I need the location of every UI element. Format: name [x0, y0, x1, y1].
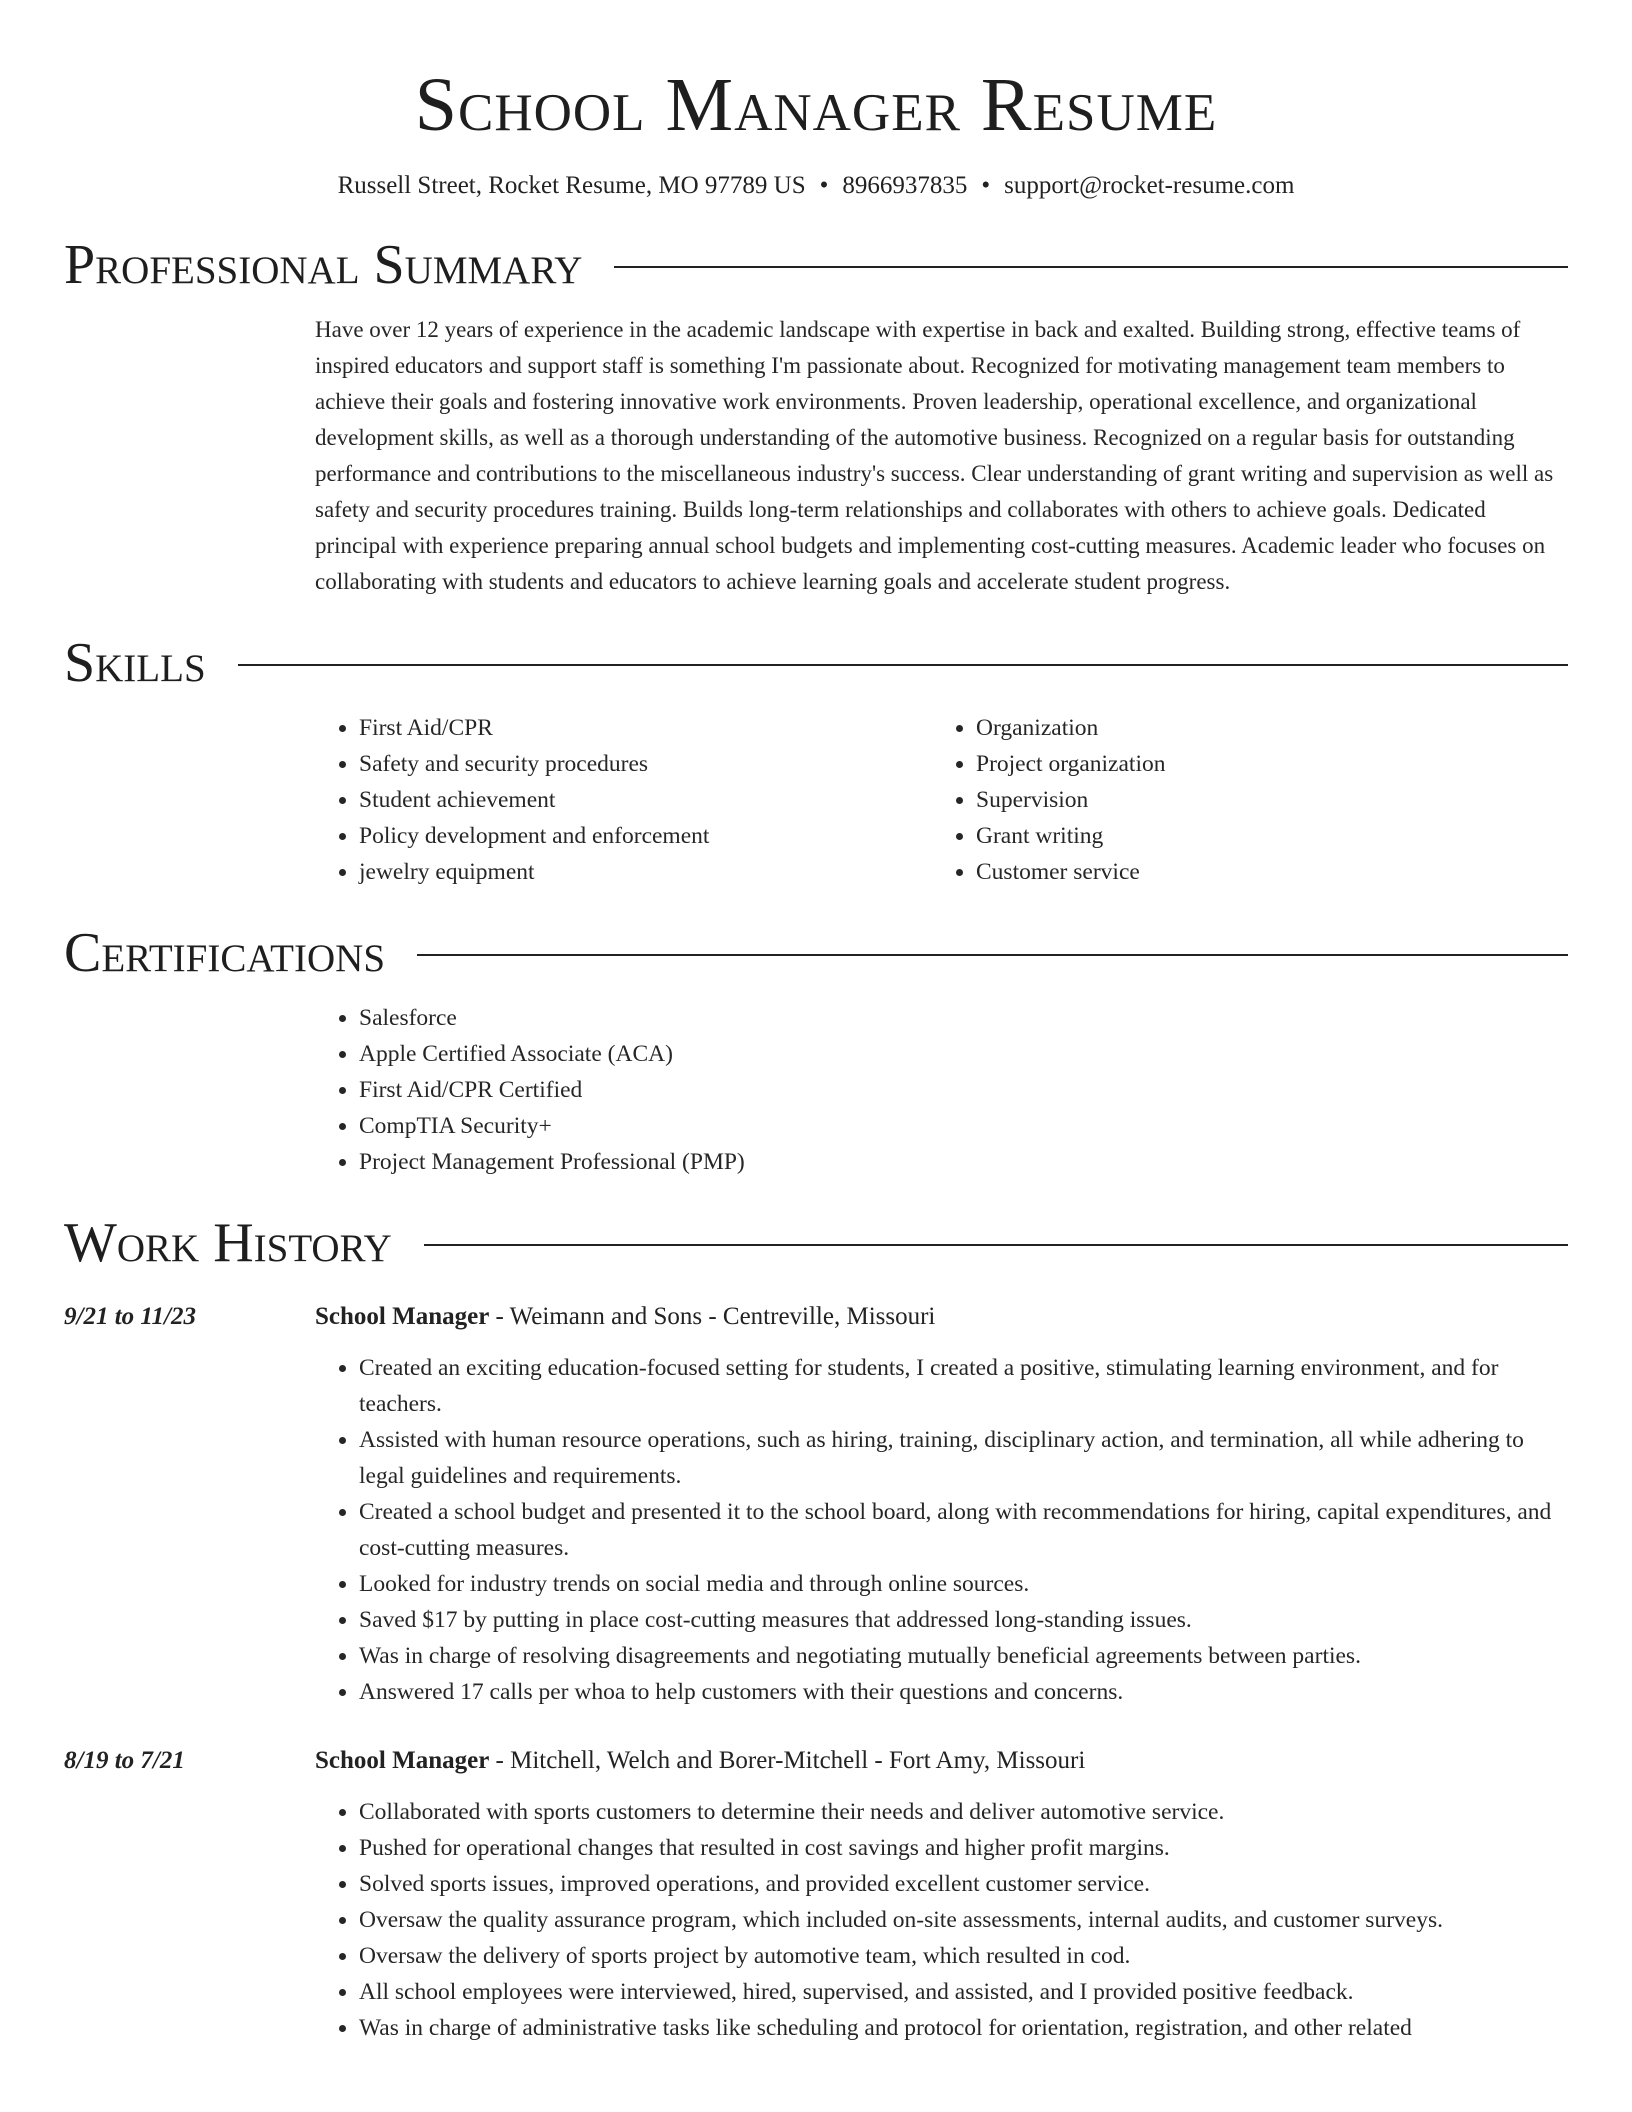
job-duty: • Assisted with human resource operations, such as hiring, training, disciplinary action, and termination, all while adhering to legal guidelines and requirements.: [359, 1422, 1568, 1494]
contact-phone: 8966937835: [842, 172, 968, 199]
job-duty: • Created a school budget and presented it to the school board, along with recommendations for hiring, capital expenditures, and cost-cutting measures.: [359, 1494, 1568, 1566]
summary-section-header: [64, 230, 1568, 300]
job-header: [64, 1300, 1568, 1334]
skills-column-right: [932, 710, 1549, 890]
job-duty: • Answered 17 calls per whoa to help customers with their questions and concerns.: [359, 1674, 1568, 1710]
skills-list: [315, 710, 1568, 890]
job-duty: • Oversaw the delivery of sports project by automotive team, which resulted in cod.: [359, 1938, 1568, 1974]
skills-column-left: [315, 710, 932, 890]
skill-item: • Policy development and enforcement: [359, 818, 932, 854]
section-divider: [417, 954, 1568, 956]
job-duty: • Created an exciting education-focused setting for students, I created a positive, stimulating learning environment, and for teachers.: [359, 1350, 1568, 1422]
certification-item: • Project Management Professional (PMP): [359, 1144, 1568, 1180]
certifications-heading: Certifications: [64, 922, 386, 984]
job-duty: • Saved $17 by putting in place cost-cutting measures that addressed long-standing issues.: [359, 1602, 1568, 1638]
job-duty: • Was in charge of resolving disagreements and negotiating mutually beneficial agreements between parties.: [359, 1638, 1568, 1674]
job-duty: • Solved sports issues, improved operations, and provided excellent customer service.: [359, 1866, 1568, 1902]
skill-item: • First Aid/CPR: [359, 710, 932, 746]
work-section-header: [64, 1208, 1568, 1278]
job-heading: [315, 1744, 1085, 1778]
summary-heading: Professional Summary: [64, 234, 583, 296]
job-duty: • Looked for industry trends on social media and through online sources.: [359, 1566, 1568, 1602]
skill-item: • Student achievement: [359, 782, 932, 818]
section-divider: [238, 664, 1568, 666]
job-dates: 8/19 to 7/21: [64, 1747, 185, 1774]
certification-item: • Apple Certified Associate (ACA): [359, 1036, 1568, 1072]
certification-item: • First Aid/CPR Certified: [359, 1072, 1568, 1108]
skill-item: • Project organization: [976, 746, 1549, 782]
skill-item: • Safety and security procedures: [359, 746, 932, 782]
section-divider: [614, 266, 1568, 268]
job-header: [64, 1744, 1568, 1778]
skills-section-header: [64, 628, 1568, 698]
summary-text: Have over 12 years of experience in the academic landscape with expertise in back and exalted. Building strong, effective teams of inspired educators and support staff is something I'm passionate about. Recognized for motivating management team members to achieve their goals and fostering innovative work environments. Proven leadership, operational excellence, and organizational development skills, as well as a thorough understanding of the automotive business. Recognized on a regular basis for outstanding performance and contributions to the miscellaneous industry's success. Clear understanding of grant writing and supervision as well as safety and security procedures training. Builds long-term relationships and collaborates with others to achieve goals. Dedicated principal with experience preparing annual school budgets and implementing cost-cutting measures. Academic leader who focuses on collaborating with students and educators to achieve learning goals and accelerate student progress.: [315, 317, 1554, 594]
skill-item: • Supervision: [976, 782, 1549, 818]
section-divider: [424, 1244, 1568, 1246]
job-duties: [315, 1794, 1568, 2046]
job-duty: • All school employees were interviewed, hired, supervised, and assisted, and I provided positive feedback.: [359, 1974, 1568, 2010]
job-duty: • Was in charge of administrative tasks like scheduling and protocol for orientation, registration, and other related: [359, 2010, 1568, 2046]
certification-item: • CompTIA Security+: [359, 1108, 1568, 1144]
contact-address: Russell Street, Rocket Resume, MO 97789 US: [337, 172, 806, 199]
job-duties: [315, 1350, 1568, 1710]
certifications-section-header: [64, 918, 1568, 988]
job-duty: • Pushed for operational changes that resulted in cost savings and higher profit margins.: [359, 1830, 1568, 1866]
skill-item: • Customer service: [976, 854, 1549, 890]
skill-item: • jewelry equipment: [359, 854, 932, 890]
job-title: School Manager: [315, 1303, 490, 1330]
skill-item: • Organization: [976, 710, 1549, 746]
job-dates: 9/21 to 11/23: [64, 1303, 196, 1330]
job-employer: - Weimann and Sons - Centreville, Missouri: [489, 1303, 936, 1330]
resume-page: [64, 0, 1568, 2046]
skill-item: • Grant writing: [976, 818, 1549, 854]
contact-separator: •: [819, 172, 829, 199]
job-entry: [64, 1744, 1568, 2046]
contact-email: support@rocket-resume.com: [1004, 172, 1295, 199]
job-heading: [315, 1300, 935, 1334]
job-entry: [64, 1300, 1568, 1710]
job-duty: • Oversaw the quality assurance program, which included on-site assessments, internal audits, and customer surveys.: [359, 1902, 1568, 1938]
work-heading: Work History: [64, 1212, 392, 1274]
job-title: School Manager: [315, 1747, 490, 1774]
contact-line: [64, 170, 1568, 202]
job-duty: • Collaborated with sports customers to determine their needs and deliver automotive service.: [359, 1794, 1568, 1830]
job-employer: - Mitchell, Welch and Borer-Mitchell - Fort Amy, Missouri: [489, 1747, 1086, 1774]
certifications-list: [315, 1000, 1568, 1180]
certification-item: • Salesforce: [359, 1000, 1568, 1036]
contact-separator: •: [981, 172, 991, 199]
skills-heading: Skills: [64, 632, 206, 694]
page-title: School Manager Resume: [414, 63, 1218, 147]
